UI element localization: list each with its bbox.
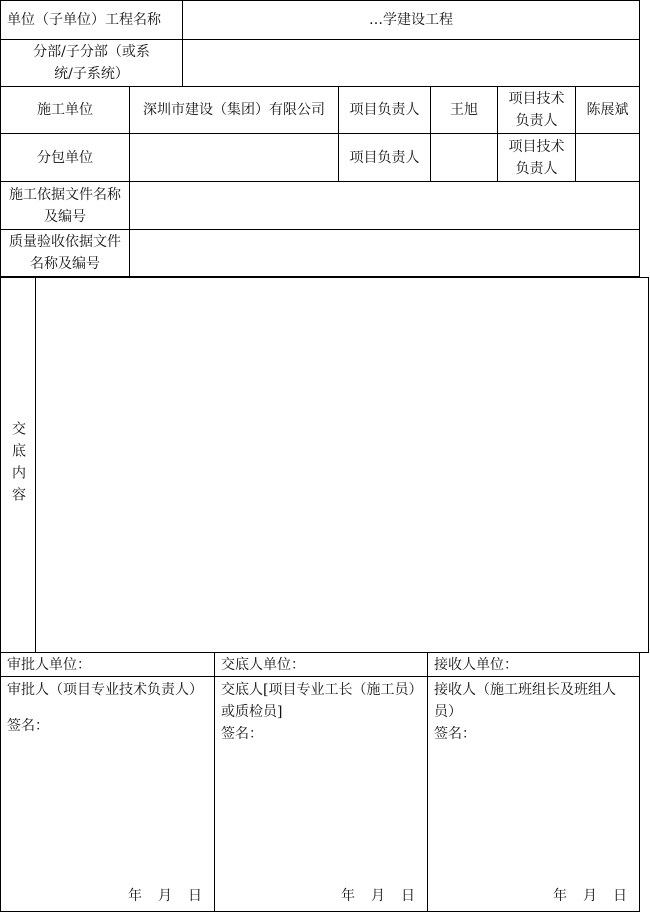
subcontractor-label xyxy=(0,133,130,182)
project-name-label: 单位（子单位）工程名称 xyxy=(0,0,183,40)
construction-basis-value xyxy=(129,181,640,230)
discloser-sign-label: 签名： xyxy=(221,726,263,742)
receiver-date-month: 月 xyxy=(583,888,599,904)
receiver-date-day: 日 xyxy=(613,888,629,904)
contractor-tech-name: 陈展斌 xyxy=(586,102,629,118)
subdivision-value xyxy=(182,39,640,87)
approver-role: 审批人（项目专业技术负责人） xyxy=(7,682,203,698)
receiver-date-year: 年 xyxy=(553,888,569,904)
receiver-role: 接收人（施工班组长及班组人员） xyxy=(434,682,616,720)
subcontractor-manager-value xyxy=(430,133,498,182)
approver-date-year: 年 xyxy=(128,888,144,904)
receiver-date xyxy=(539,885,629,907)
approver-unit: 审批人单位： xyxy=(0,652,215,677)
subcontractor-tech-value xyxy=(575,133,640,182)
subcontractor-manager-label xyxy=(338,133,431,182)
project-name-text: …学建设工程 xyxy=(369,12,453,28)
approver-sign-label: 签名： xyxy=(7,718,49,734)
contractor-tech-label-text: 项目技术负责人 xyxy=(508,91,565,129)
approver-date-day: 日 xyxy=(188,888,204,904)
construction-basis-label-text: 施工依据文件名称及编号 xyxy=(9,186,121,225)
contractor-manager-name: 王旭 xyxy=(450,102,478,118)
quality-basis-label-text: 质量验收依据文件名称及编号 xyxy=(9,234,121,272)
contractor-manager-value xyxy=(430,86,498,134)
receiver-sign-label: 签名： xyxy=(434,726,476,742)
subdivision-label-text: 分部/子分部（或系统/子系统） xyxy=(33,44,150,82)
subcontractor-tech-label xyxy=(497,133,576,182)
approver-date-month: 月 xyxy=(158,888,174,904)
quality-basis-value xyxy=(129,229,640,277)
discloser-unit: 交底人单位： xyxy=(214,652,428,677)
receiver-unit: 接收人单位： xyxy=(427,652,640,677)
subcontractor-tech-label-text: 项目技术负责人 xyxy=(508,138,565,177)
discloser-date-month: 月 xyxy=(371,888,387,904)
subcontractor-label-text: 分包单位 xyxy=(37,149,93,166)
project-name-value xyxy=(182,0,640,40)
contractor-manager-label xyxy=(338,86,431,134)
discloser-role: 交底人[项目专业工长（施工员）或质检员] xyxy=(221,682,416,720)
contractor-label-text: 施工单位 xyxy=(37,102,93,118)
subcontractor-manager-label-text: 项目负责人 xyxy=(349,149,420,166)
contractor-tech-label xyxy=(497,86,576,134)
discloser-date-day: 日 xyxy=(401,888,417,904)
subdivision-label xyxy=(0,39,183,87)
subcontractor-value xyxy=(129,133,339,182)
disclosure-content-area xyxy=(35,277,649,653)
contractor-label xyxy=(0,86,130,134)
contractor-tech-value xyxy=(575,86,640,134)
receiver-signature-block xyxy=(427,676,640,912)
construction-basis-label xyxy=(0,181,130,230)
quality-basis-label xyxy=(0,229,130,277)
approver-date xyxy=(114,885,204,907)
discloser-date xyxy=(327,885,417,907)
contractor-value xyxy=(129,86,339,134)
discloser-signature-block xyxy=(214,676,428,912)
contractor-name: 深圳市建设（集团）有限公司 xyxy=(143,102,325,118)
disclosure-content-label xyxy=(0,277,36,653)
approver-signature-block xyxy=(0,676,215,912)
disclosure-content-label-text: 交底内容 xyxy=(10,421,26,509)
discloser-date-year: 年 xyxy=(341,888,357,904)
contractor-manager-label-text: 项目负责人 xyxy=(349,102,420,118)
